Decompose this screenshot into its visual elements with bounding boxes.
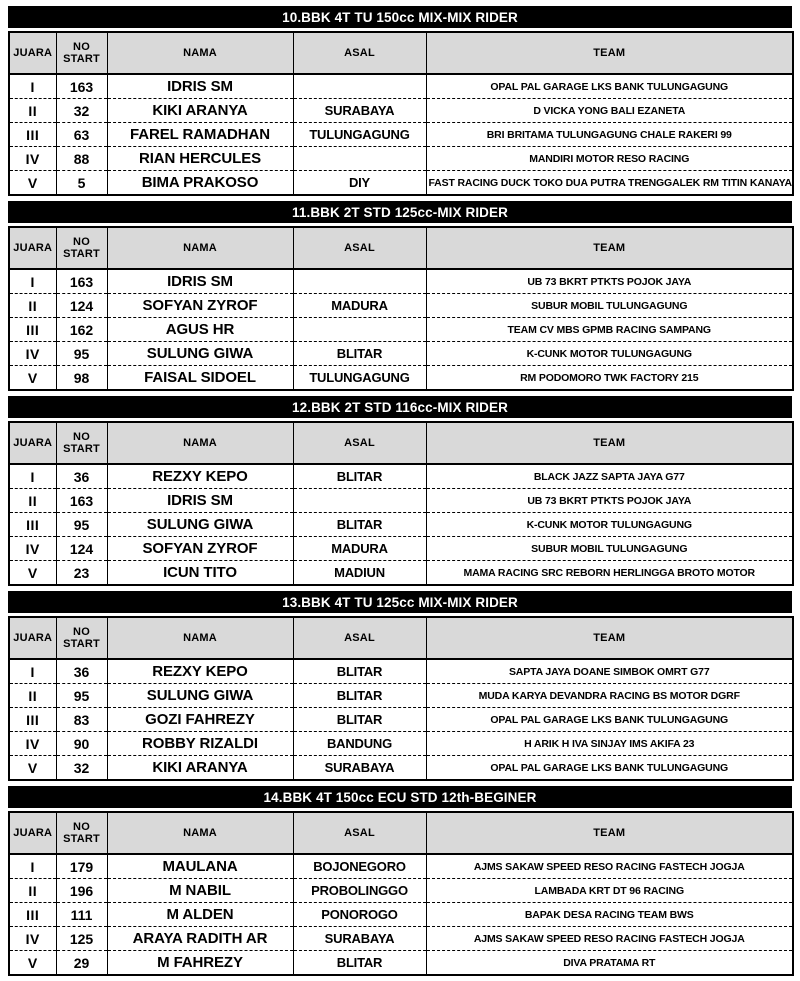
- rider-name: M ALDEN: [107, 903, 293, 927]
- rider-team: TEAM CV MBS GPMB RACING SAMPANG: [426, 318, 793, 342]
- rider-team: SUBUR MOBIL TULUNGAGUNG: [426, 537, 793, 561]
- result-position: I: [9, 269, 56, 294]
- start-number: 88: [56, 147, 107, 171]
- rider-name: KIKI ARANYA: [107, 756, 293, 781]
- race-title: 12.BBK 2T STD 116cc-MIX RIDER: [8, 396, 792, 418]
- rider-origin: BLITAR: [293, 951, 426, 976]
- race-blocks-container: [8, 6, 792, 976]
- rider-origin: MADIUN: [293, 561, 426, 586]
- rider-name: BIMA PRAKOSO: [107, 171, 293, 196]
- rider-name: IDRIS SM: [107, 269, 293, 294]
- table-row: [9, 537, 793, 561]
- table-row: [9, 513, 793, 537]
- start-number: 196: [56, 879, 107, 903]
- result-position: II: [9, 684, 56, 708]
- rider-name: RIAN HERCULES: [107, 147, 293, 171]
- rider-origin: DIY: [293, 171, 426, 196]
- rider-team: OPAL PAL GARAGE LKS BANK TULUNGAGUNG: [426, 756, 793, 781]
- rider-team: H ARIK H IVA SINJAY IMS AKIFA 23: [426, 732, 793, 756]
- table-row: [9, 366, 793, 391]
- rider-name: SOFYAN ZYROF: [107, 294, 293, 318]
- table-row: [9, 854, 793, 879]
- table-row: [9, 342, 793, 366]
- race-block: [8, 786, 792, 976]
- start-number: 29: [56, 951, 107, 976]
- column-header-no-start: [56, 227, 107, 269]
- column-header-asal: ASAL: [293, 422, 426, 464]
- result-position: V: [9, 756, 56, 781]
- result-position: III: [9, 903, 56, 927]
- rider-team: LAMBADA KRT DT 96 RACING: [426, 879, 793, 903]
- result-position: III: [9, 123, 56, 147]
- rider-origin: [293, 74, 426, 99]
- race-title: 10.BBK 4T TU 150cc MIX-MIX RIDER: [8, 6, 792, 28]
- rider-name: M FAHREZY: [107, 951, 293, 976]
- start-number: 36: [56, 659, 107, 684]
- column-header-nama: NAMA: [107, 227, 293, 269]
- result-position: I: [9, 659, 56, 684]
- column-header-asal: ASAL: [293, 32, 426, 74]
- rider-name: FAREL RAMADHAN: [107, 123, 293, 147]
- result-position: I: [9, 854, 56, 879]
- rider-name: ICUN TITO: [107, 561, 293, 586]
- race-block: [8, 201, 792, 391]
- column-header-no-start-line2: START: [63, 53, 100, 65]
- rider-origin: [293, 269, 426, 294]
- table-row: [9, 489, 793, 513]
- table-header-row: [9, 617, 793, 659]
- rider-name: FAISAL SIDOEL: [107, 366, 293, 391]
- results-table: [8, 226, 794, 391]
- rider-origin: BLITAR: [293, 513, 426, 537]
- column-header-team: TEAM: [426, 32, 793, 74]
- column-header-no-start-line2: START: [63, 638, 100, 650]
- column-header-juara: JUARA: [9, 812, 56, 854]
- results-table: [8, 616, 794, 781]
- rider-team: BLACK JAZZ SAPTA JAYA G77: [426, 464, 793, 489]
- column-header-no-start-line2: START: [63, 443, 100, 455]
- start-number: 90: [56, 732, 107, 756]
- start-number: 125: [56, 927, 107, 951]
- column-header-no-start-line1: NO: [73, 41, 90, 53]
- start-number: 36: [56, 464, 107, 489]
- column-header-team: TEAM: [426, 227, 793, 269]
- table-header-row: [9, 32, 793, 74]
- rider-origin: MADURA: [293, 537, 426, 561]
- table-row: [9, 927, 793, 951]
- column-header-asal: ASAL: [293, 227, 426, 269]
- start-number: 95: [56, 684, 107, 708]
- rider-name: M NABIL: [107, 879, 293, 903]
- race-block: [8, 6, 792, 196]
- race-title: 11.BBK 2T STD 125cc-MIX RIDER: [8, 201, 792, 223]
- column-header-no-start-line1: NO: [73, 626, 90, 638]
- start-number: 32: [56, 99, 107, 123]
- rider-name: MAULANA: [107, 854, 293, 879]
- result-position: I: [9, 74, 56, 99]
- result-position: I: [9, 464, 56, 489]
- start-number: 63: [56, 123, 107, 147]
- column-header-team: TEAM: [426, 617, 793, 659]
- rider-team: OPAL PAL GARAGE LKS BANK TULUNGAGUNG: [426, 74, 793, 99]
- column-header-no-start-line1: NO: [73, 236, 90, 248]
- rider-origin: [293, 147, 426, 171]
- column-header-no-start: [56, 617, 107, 659]
- rider-origin: TULUNGAGUNG: [293, 366, 426, 391]
- rider-name: SULUNG GIWA: [107, 513, 293, 537]
- start-number: 32: [56, 756, 107, 781]
- column-header-nama: NAMA: [107, 422, 293, 464]
- column-header-no-start: [56, 422, 107, 464]
- result-position: II: [9, 879, 56, 903]
- start-number: 98: [56, 366, 107, 391]
- table-row: [9, 99, 793, 123]
- rider-origin: PROBOLINGGO: [293, 879, 426, 903]
- table-row: [9, 318, 793, 342]
- table-row: [9, 756, 793, 781]
- rider-name: GOZI FAHREZY: [107, 708, 293, 732]
- race-title: 14.BBK 4T 150cc ECU STD 12th-BEGINER: [8, 786, 792, 808]
- column-header-nama: NAMA: [107, 812, 293, 854]
- rider-team: DIVA PRATAMA RT: [426, 951, 793, 976]
- table-row: [9, 171, 793, 196]
- rider-team: K-CUNK MOTOR TULUNGAGUNG: [426, 513, 793, 537]
- start-number: 162: [56, 318, 107, 342]
- rider-team: AJMS SAKAW SPEED RESO RACING FASTECH JOGJA: [426, 927, 793, 951]
- column-header-juara: JUARA: [9, 32, 56, 74]
- rider-name: IDRIS SM: [107, 489, 293, 513]
- table-row: [9, 951, 793, 976]
- rider-name: KIKI ARANYA: [107, 99, 293, 123]
- column-header-juara: JUARA: [9, 422, 56, 464]
- table-row: [9, 561, 793, 586]
- result-position: IV: [9, 342, 56, 366]
- rider-origin: [293, 489, 426, 513]
- column-header-team: TEAM: [426, 812, 793, 854]
- column-header-team: TEAM: [426, 422, 793, 464]
- rider-origin: BOJONEGORO: [293, 854, 426, 879]
- table-row: [9, 123, 793, 147]
- rider-origin: SURABAYA: [293, 927, 426, 951]
- race-block: [8, 591, 792, 781]
- rider-name: IDRIS SM: [107, 74, 293, 99]
- column-header-no-start-line2: START: [63, 248, 100, 260]
- result-position: III: [9, 318, 56, 342]
- rider-origin: SURABAYA: [293, 99, 426, 123]
- rider-team: FAST RACING DUCK TOKO DUA PUTRA TRENGGALEK RM TITIN KANAYA: [426, 171, 793, 196]
- table-row: [9, 294, 793, 318]
- rider-team: BRI BRITAMA TULUNGAGUNG CHALE RAKERI 99: [426, 123, 793, 147]
- result-position: IV: [9, 537, 56, 561]
- results-table: [8, 811, 794, 976]
- start-number: 163: [56, 74, 107, 99]
- result-position: IV: [9, 927, 56, 951]
- race-title: 13.BBK 4T TU 125cc MIX-MIX RIDER: [8, 591, 792, 613]
- rider-team: BAPAK DESA RACING TEAM BWS: [426, 903, 793, 927]
- column-header-asal: ASAL: [293, 812, 426, 854]
- rider-origin: BANDUNG: [293, 732, 426, 756]
- result-position: II: [9, 294, 56, 318]
- table-row: [9, 464, 793, 489]
- rider-name: SULUNG GIWA: [107, 342, 293, 366]
- start-number: 163: [56, 489, 107, 513]
- rider-origin: [293, 318, 426, 342]
- rider-origin: TULUNGAGUNG: [293, 123, 426, 147]
- rider-name: ARAYA RADITH AR: [107, 927, 293, 951]
- result-position: III: [9, 708, 56, 732]
- rider-name: AGUS HR: [107, 318, 293, 342]
- column-header-no-start-line1: NO: [73, 821, 90, 833]
- start-number: 124: [56, 537, 107, 561]
- rider-team: MUDA KARYA DEVANDRA RACING BS MOTOR DGRF: [426, 684, 793, 708]
- result-position: V: [9, 951, 56, 976]
- column-header-juara: JUARA: [9, 617, 56, 659]
- result-position: III: [9, 513, 56, 537]
- start-number: 95: [56, 513, 107, 537]
- rider-name: SULUNG GIWA: [107, 684, 293, 708]
- rider-team: OPAL PAL GARAGE LKS BANK TULUNGAGUNG: [426, 708, 793, 732]
- results-table: [8, 31, 794, 196]
- start-number: 23: [56, 561, 107, 586]
- column-header-asal: ASAL: [293, 617, 426, 659]
- column-header-nama: NAMA: [107, 617, 293, 659]
- table-row: [9, 74, 793, 99]
- column-header-no-start: [56, 32, 107, 74]
- rider-team: K-CUNK MOTOR TULUNGAGUNG: [426, 342, 793, 366]
- table-header-row: [9, 422, 793, 464]
- table-header-row: [9, 227, 793, 269]
- rider-team: MANDIRI MOTOR RESO RACING: [426, 147, 793, 171]
- rider-origin: SURABAYA: [293, 756, 426, 781]
- rider-team: MAMA RACING SRC REBORN HERLINGGA BROTO MOTOR: [426, 561, 793, 586]
- rider-origin: BLITAR: [293, 684, 426, 708]
- result-position: IV: [9, 732, 56, 756]
- table-row: [9, 269, 793, 294]
- rider-origin: PONOROGO: [293, 903, 426, 927]
- table-row: [9, 903, 793, 927]
- rider-team: UB 73 BKRT PTKTS POJOK JAYA: [426, 269, 793, 294]
- table-header-row: [9, 812, 793, 854]
- start-number: 95: [56, 342, 107, 366]
- result-position: V: [9, 171, 56, 196]
- table-row: [9, 732, 793, 756]
- start-number: 124: [56, 294, 107, 318]
- table-row: [9, 708, 793, 732]
- table-row: [9, 147, 793, 171]
- rider-origin: BLITAR: [293, 659, 426, 684]
- rider-origin: MADURA: [293, 294, 426, 318]
- rider-team: D VICKA YONG BALI EZANETA: [426, 99, 793, 123]
- start-number: 83: [56, 708, 107, 732]
- rider-team: SUBUR MOBIL TULUNGAGUNG: [426, 294, 793, 318]
- column-header-no-start-line2: START: [63, 833, 100, 845]
- start-number: 163: [56, 269, 107, 294]
- rider-team: SAPTA JAYA DOANE SIMBOK OMRT G77: [426, 659, 793, 684]
- start-number: 179: [56, 854, 107, 879]
- column-header-juara: JUARA: [9, 227, 56, 269]
- rider-name: REZXY KEPO: [107, 464, 293, 489]
- result-position: II: [9, 99, 56, 123]
- rider-origin: BLITAR: [293, 708, 426, 732]
- column-header-no-start: [56, 812, 107, 854]
- result-position: V: [9, 561, 56, 586]
- results-table: [8, 421, 794, 586]
- column-header-nama: NAMA: [107, 32, 293, 74]
- rider-name: ROBBY RIZALDI: [107, 732, 293, 756]
- rider-origin: BLITAR: [293, 342, 426, 366]
- column-header-no-start-line1: NO: [73, 431, 90, 443]
- result-position: II: [9, 489, 56, 513]
- table-row: [9, 659, 793, 684]
- result-position: IV: [9, 147, 56, 171]
- result-position: V: [9, 366, 56, 391]
- start-number: 5: [56, 171, 107, 196]
- rider-name: REZXY KEPO: [107, 659, 293, 684]
- rider-name: SOFYAN ZYROF: [107, 537, 293, 561]
- rider-team: RM PODOMORO TWK FACTORY 215: [426, 366, 793, 391]
- race-block: [8, 396, 792, 586]
- start-number: 111: [56, 903, 107, 927]
- table-row: [9, 684, 793, 708]
- rider-team: AJMS SAKAW SPEED RESO RACING FASTECH JOGJA: [426, 854, 793, 879]
- table-row: [9, 879, 793, 903]
- rider-team: UB 73 BKRT PTKTS POJOK JAYA: [426, 489, 793, 513]
- rider-origin: BLITAR: [293, 464, 426, 489]
